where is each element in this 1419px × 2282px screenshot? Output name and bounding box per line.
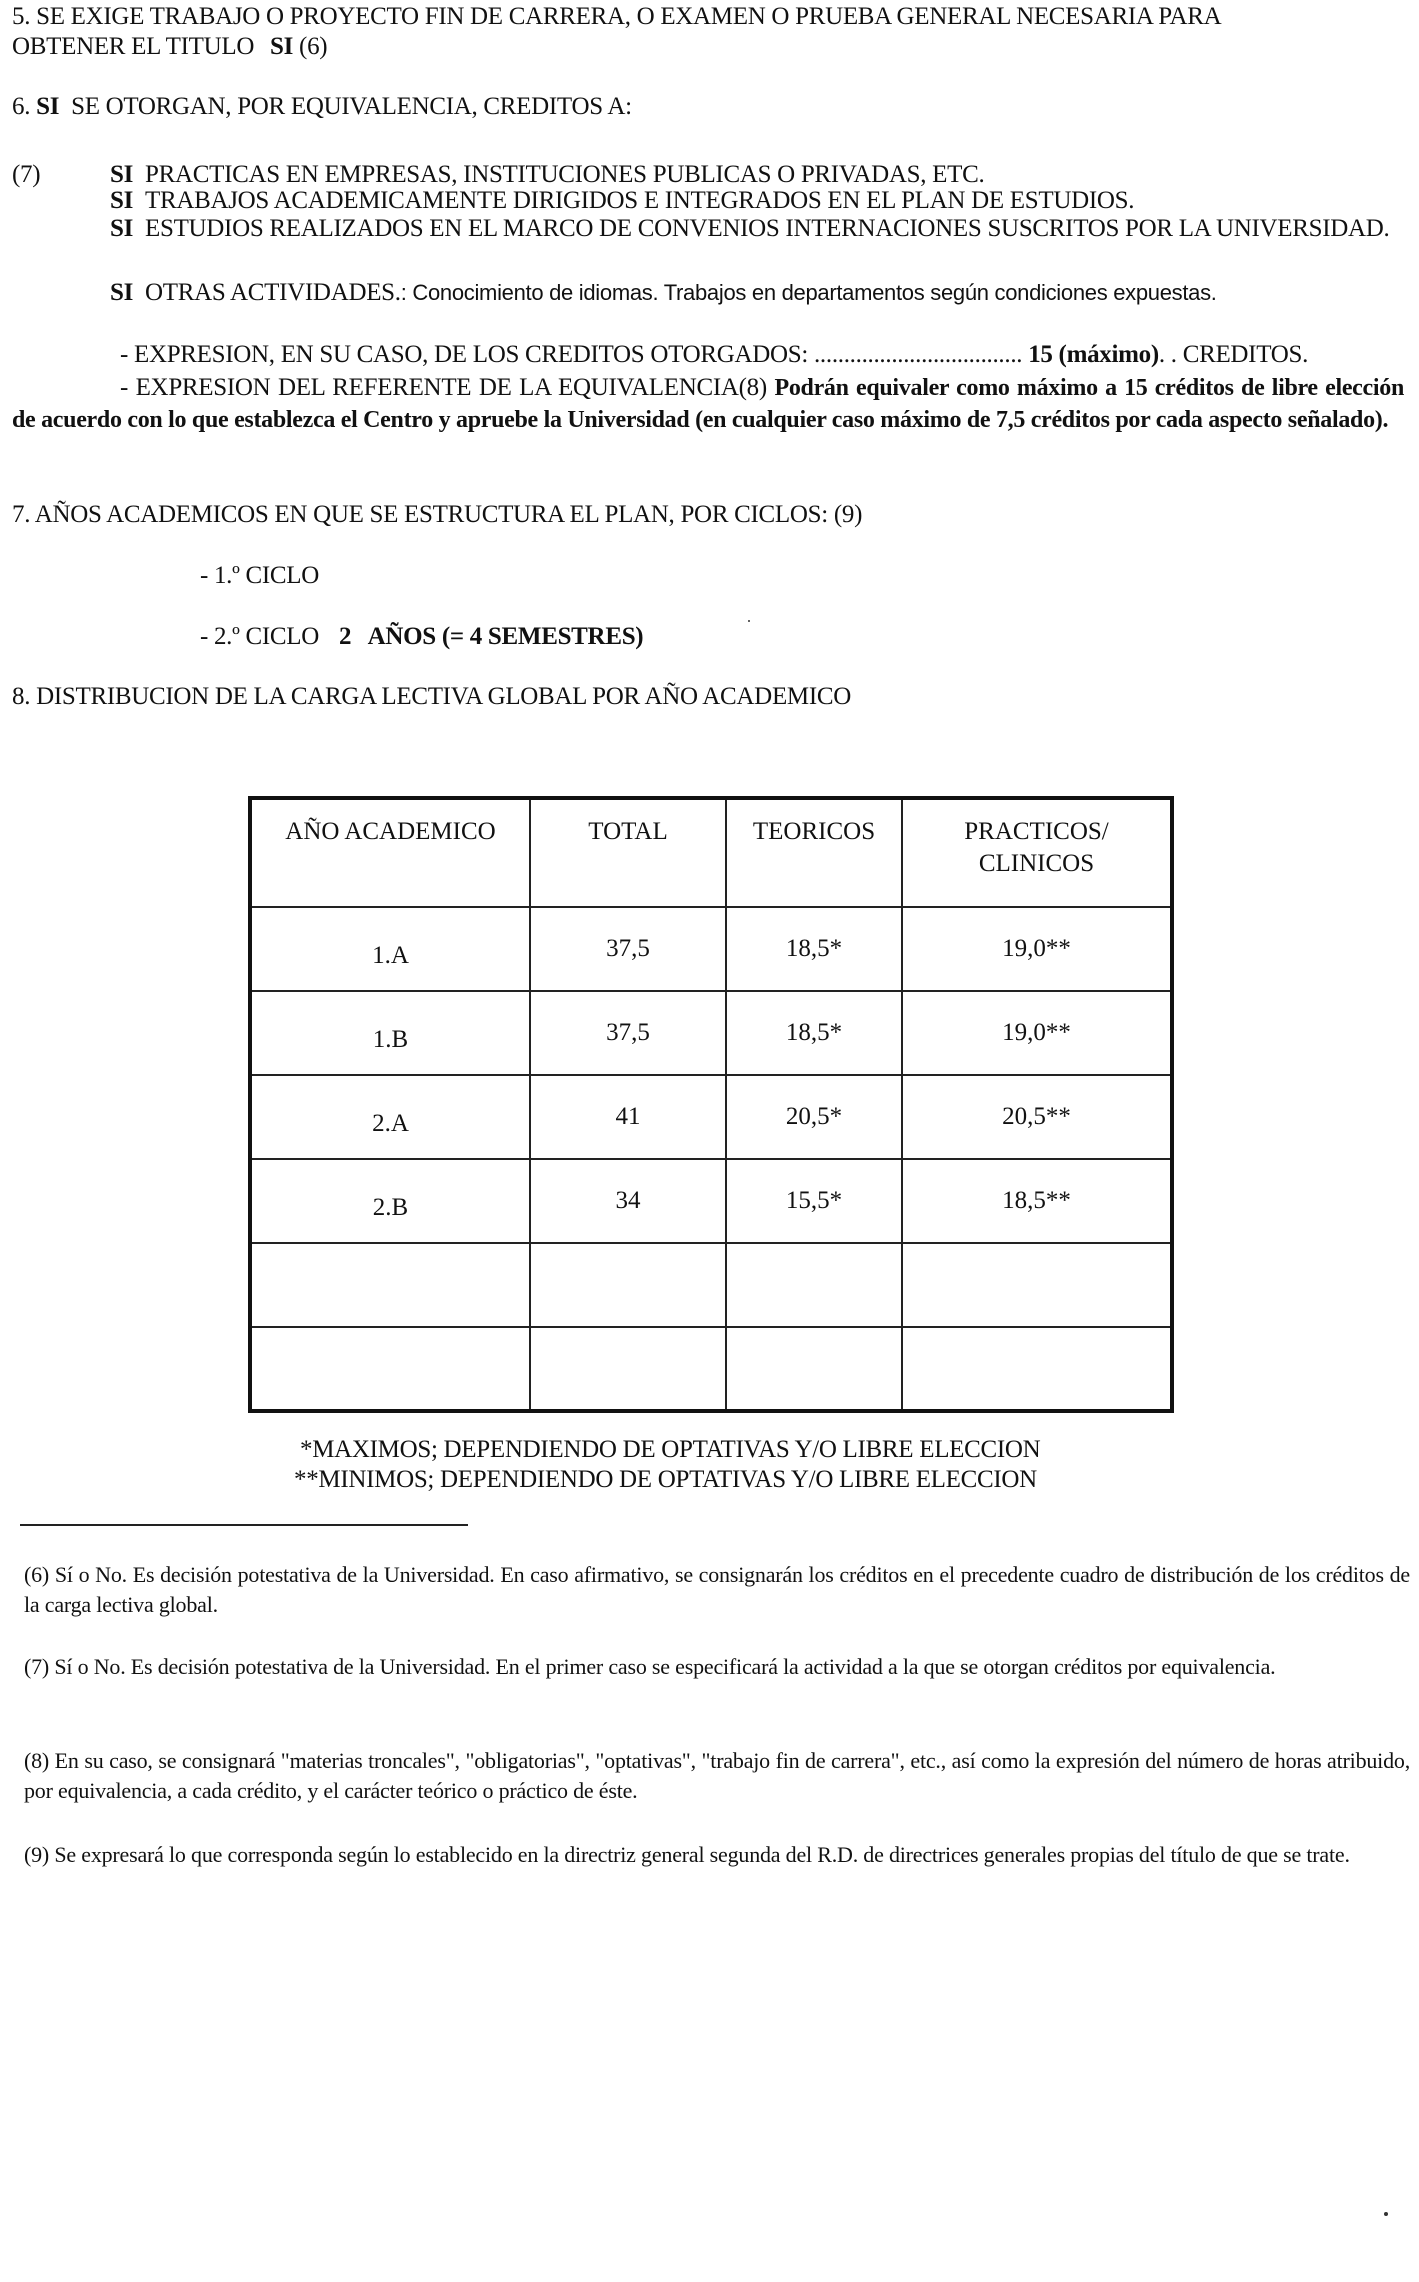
section-8-heading: 8. DISTRIBUCION DE LA CARGA LECTIVA GLOBAL POR AÑO ACADEMICO	[12, 683, 851, 710]
table-cell: 18,5*	[726, 907, 902, 991]
table-cell	[530, 1327, 726, 1411]
header-practicos-clinicos: PRACTICOS/ CLINICOS	[902, 798, 1172, 907]
table-cell	[726, 1327, 902, 1411]
ciclo-2-value: 2 AÑOS (= 4 SEMESTRES)	[338, 623, 644, 650]
referente-equivalencia: - EXPRESION DEL REFERENTE DE LA EQUIVALENCIA(8) Podrán equivaler como máximo a 15 créditos de libre elección de acuerdo con lo que establezca el Centro y apruebe la Universidad (en cualquier caso máximo de 7,5 créditos por cada aspecto señalado).	[12, 374, 1404, 433]
footnote-8: (8) En su caso, se consignará "materias troncales", "obligatorias", "optativas", "trabajo fin de carrera", etc., así como la expresión del número de horas atribuido, por equivalencia, a cada crédito, y el carácter teórico o práctico de éste.	[24, 1748, 1410, 1803]
table-cell	[902, 1243, 1172, 1327]
table-cell: 19,0**	[902, 907, 1172, 991]
table-row	[250, 991, 1172, 1075]
table-cell: 20,5**	[902, 1075, 1172, 1159]
table-cell: 19,0**	[902, 991, 1172, 1075]
footnote-7: (7) Sí o No. Es decisión potestativa de la Universidad. En el primer caso se especificará la actividad a la que se otorgan créditos por equivalencia.	[24, 1654, 1276, 1679]
section-5-line-2: OBTENER EL TITULO SI (6)	[12, 33, 328, 60]
table-header-row	[250, 798, 1172, 907]
table-row	[250, 1159, 1172, 1243]
table-cell: 34	[530, 1159, 726, 1243]
table-row	[250, 907, 1172, 991]
equivalence-item-3: SI ESTUDIOS REALIZADOS EN EL MARCO DE CONVENIOS INTERNACIONES SUSCRITOS POR LA UNIVERSIDAD.	[110, 215, 1390, 242]
footnote-9: (9) Se expresará lo que corresponda según lo establecido en la directriz general segunda del R.D. de directrices generales propias del título de que se trate.	[24, 1842, 1350, 1867]
section-6-ref: (7)	[12, 161, 41, 188]
distribution-table	[248, 796, 1174, 1413]
table-cell: 41	[530, 1075, 726, 1159]
table-row	[250, 1075, 1172, 1159]
table-cell: 1.A	[250, 907, 530, 991]
creditos-otorgados-value: 15 (máximo)	[1028, 341, 1159, 368]
table-row-empty	[250, 1327, 1172, 1411]
section-6-heading: 6. SI SE OTORGAN, POR EQUIVALENCIA, CREDITOS A:	[12, 93, 632, 120]
table-cell: 37,5	[530, 991, 726, 1075]
table-cell	[250, 1327, 530, 1411]
section-6-answer: SI	[36, 93, 60, 120]
table-cell: 2.B	[250, 1159, 530, 1243]
table-cell	[726, 1243, 902, 1327]
table-row-empty	[250, 1243, 1172, 1327]
creditos-otorgados-line: - EXPRESION, EN SU CASO, DE LOS CREDITOS OTORGADOS: ................................... 15 (máximo). . CREDITOS.	[120, 341, 1309, 368]
header-total: TOTAL	[530, 798, 726, 907]
table-cell	[530, 1243, 726, 1327]
table-cell: 18,5*	[726, 991, 902, 1075]
table-note-minimos: **MINIMOS; DEPENDIENDO DE OPTATIVAS Y/O LIBRE ELECCION	[294, 1466, 1037, 1493]
table-cell: 37,5	[530, 907, 726, 991]
referente-equivalencia-text: Podrán equivaler como máximo a 15 créditos de libre elección de acuerdo con lo que establezca el Centro y apruebe la Universidad (en cualquier caso máximo de 7,5 créditos por cada aspecto señalado).	[12, 375, 1404, 433]
table-cell	[250, 1243, 530, 1327]
ciclo-1: - 1.º CICLO	[200, 562, 320, 589]
equivalence-item-2: SI TRABAJOS ACADEMICAMENTE DIRIGIDOS E INTEGRADOS EN EL PLAN DE ESTUDIOS.	[110, 187, 1135, 214]
table-cell: 1.B	[250, 991, 530, 1075]
footnote-6: (6) Sí o No. Es decisión potestativa de la Universidad. En caso afirmativo, se consignarán los créditos en el precedente cuadro de distribución de los créditos de la carga lectiva global.	[24, 1562, 1410, 1617]
equivalence-item-4: SI OTRAS ACTIVIDADES.: Conocimiento de idiomas. Trabajos en departamentos según condiciones expuestas.	[110, 279, 1217, 306]
table-cell: 15,5*	[726, 1159, 902, 1243]
table-note-maximos: *MAXIMOS; DEPENDIENDO DE OPTATIVAS Y/O LIBRE ELECCION	[300, 1436, 1041, 1463]
ciclo-2: - 2.º CICLO 2 AÑOS (= 4 SEMESTRES)	[200, 623, 644, 650]
section-7-heading: 7. AÑOS ACADEMICOS EN QUE SE ESTRUCTURA EL PLAN, POR CICLOS: (9)	[12, 501, 863, 528]
table-cell	[902, 1327, 1172, 1411]
table-cell: 20,5*	[726, 1075, 902, 1159]
scan-speck	[748, 620, 750, 622]
table-cell: 2.A	[250, 1075, 530, 1159]
section-5-line-1: 5. SE EXIGE TRABAJO O PROYECTO FIN DE CARRERA, O EXAMEN O PRUEBA GENERAL NECESARIA PARA	[12, 3, 1222, 30]
footnote-separator	[20, 1524, 468, 1526]
table-cell: 18,5**	[902, 1159, 1172, 1243]
scan-speck	[1384, 2212, 1388, 2216]
equivalence-item-1: SI PRACTICAS EN EMPRESAS, INSTITUCIONES PUBLICAS O PRIVADAS, ETC.	[110, 161, 985, 188]
header-teoricos: TEORICOS	[726, 798, 902, 907]
section-5-answer: SI	[270, 33, 294, 60]
distribution-table-container	[248, 796, 1170, 1390]
header-ano-academico: AÑO ACADEMICO	[250, 798, 530, 907]
